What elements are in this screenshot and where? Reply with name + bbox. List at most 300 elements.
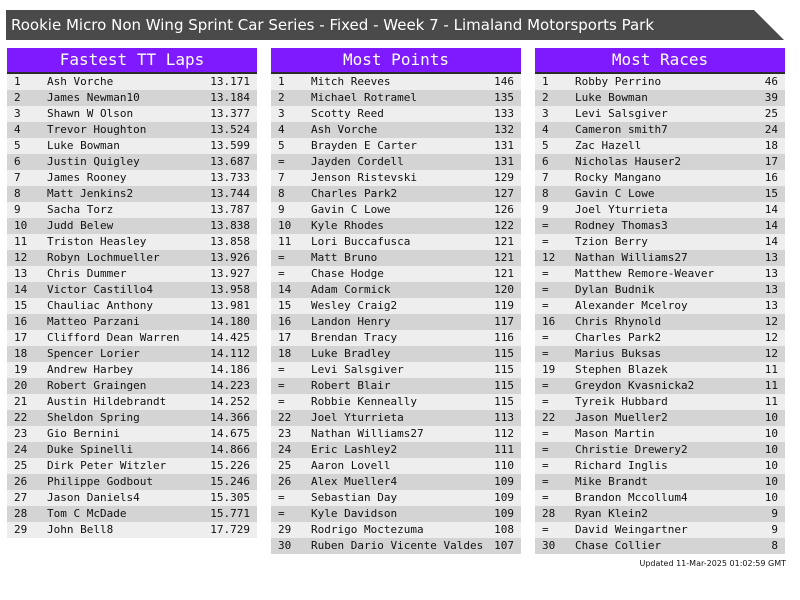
table-row [7,378,257,394]
value-cell: 14.186 [210,363,250,376]
value-cell: 13 [764,299,778,312]
value-cell: 115 [494,379,514,392]
name-cell: Chauliac Anthony [47,299,153,312]
rank-cell: 12 [14,251,28,264]
value-cell: 9 [771,523,778,536]
value-cell: 146 [494,75,514,88]
table-row [535,538,785,554]
name-cell: Matt Jenkins2 [47,187,134,200]
value-cell: 13.981 [210,299,250,312]
rank-cell: 8 [14,187,21,200]
value-cell: 121 [494,235,514,248]
value-cell: 11 [764,363,778,376]
value-cell: 131 [494,155,514,168]
rank-cell: 1 [542,75,549,88]
name-cell: David Weingartner [575,523,688,536]
name-cell: Dylan Budnik [575,283,655,296]
value-cell: 14.223 [210,379,250,392]
name-cell: Nicholas Hauser2 [575,155,681,168]
rank-cell: 30 [278,539,292,552]
table-row [7,250,257,266]
rank-cell: = [278,267,285,280]
table-row [271,522,521,538]
value-cell: 13 [764,283,778,296]
value-cell: 121 [494,251,514,264]
name-cell: Sebastian Day [311,491,398,504]
value-cell: 13.927 [210,267,250,280]
value-cell: 109 [494,507,514,520]
table-row [271,74,521,90]
name-cell: Stephen Blazek [575,363,668,376]
value-cell: 15 [764,187,778,200]
value-cell: 10 [764,411,778,424]
table-row [7,74,257,90]
name-cell: Eric Lashley2 [311,443,398,456]
value-cell: 13.687 [210,155,250,168]
value-cell: 117 [494,315,514,328]
table-row [7,202,257,218]
name-cell: Jason Mueller2 [575,411,668,424]
table-row [271,458,521,474]
rank-cell: = [542,491,549,504]
rank-cell: = [542,267,549,280]
name-cell: Levi Salsgiver [575,107,668,120]
rank-cell: 3 [278,107,285,120]
value-cell: 13.787 [210,203,250,216]
value-cell: 115 [494,347,514,360]
rank-cell: 9 [278,203,285,216]
value-cell: 122 [494,219,514,232]
rank-cell: 7 [542,171,549,184]
table-row [271,442,521,458]
value-cell: 13.171 [210,75,250,88]
table-row [271,154,521,170]
rank-cell: = [278,395,285,408]
table-row [7,298,257,314]
value-cell: 15.246 [210,475,250,488]
table-row [7,362,257,378]
name-cell: Brandon Mccollum4 [575,491,688,504]
value-cell: 14 [764,219,778,232]
most-points-header: Most Points [271,48,521,74]
value-cell: 14.180 [210,315,250,328]
name-cell: Ash Vorche [311,123,378,136]
table-row [535,506,785,522]
value-cell: 129 [494,171,514,184]
fastest-laps-panel [7,48,257,538]
table-row [7,394,257,410]
value-cell: 13.524 [210,123,250,136]
name-cell: Sacha Torz [47,203,114,216]
rank-cell: = [542,299,549,312]
rank-cell: = [542,523,549,536]
value-cell: 110 [494,459,514,472]
name-cell: Aaron Lovell [311,459,391,472]
value-cell: 119 [494,299,514,312]
value-cell: 13.958 [210,283,250,296]
name-cell: Greydon Kvasnicka2 [575,379,695,392]
value-cell: 15.226 [210,459,250,472]
table-row [535,74,785,90]
value-cell: 14.425 [210,331,250,344]
value-cell: 14.675 [210,427,250,440]
rank-cell: = [542,331,549,344]
value-cell: 120 [494,283,514,296]
table-row [271,378,521,394]
name-cell: Robyn Lochmueller [47,251,160,264]
rank-cell: 16 [14,315,28,328]
rank-cell: 28 [14,507,28,520]
rank-cell: 21 [14,395,28,408]
rank-cell: 16 [278,315,292,328]
table-row [7,442,257,458]
rank-cell: = [542,379,549,392]
most-races-list [535,74,785,554]
page-title: Rookie Micro Non Wing Sprint Car Series - Fixed - Week 7 - Limaland Motorsports Park [11,16,655,34]
name-cell: Matteo Parzani [47,315,140,328]
value-cell: 25 [764,107,778,120]
value-cell: 10 [764,491,778,504]
name-cell: Landon Henry [311,315,391,328]
table-row [535,522,785,538]
table-row [7,490,257,506]
rank-cell: 7 [14,171,21,184]
rank-cell: = [278,379,285,392]
name-cell: Rodney Thomas3 [575,219,668,232]
rank-cell: 8 [278,187,285,200]
rank-cell: 14 [278,283,292,296]
table-row [271,122,521,138]
value-cell: 14.112 [210,347,250,360]
value-cell: 126 [494,203,514,216]
name-cell: Mason Martin [575,427,655,440]
table-row [535,490,785,506]
value-cell: 12 [764,347,778,360]
name-cell: Triston Heasley [47,235,147,248]
name-cell: Luke Bowman [575,91,648,104]
name-cell: Kyle Davidson [311,507,398,520]
name-cell: Robert Blair [311,379,391,392]
name-cell: Alexander Mcelroy [575,299,688,312]
rank-cell: = [278,363,285,376]
rank-cell: = [542,475,549,488]
name-cell: Robby Perrino [575,75,662,88]
name-cell: Robbie Kenneally [311,395,417,408]
value-cell: 12 [764,315,778,328]
table-row [535,250,785,266]
rank-cell: 23 [14,427,28,440]
table-row [271,346,521,362]
table-row [7,522,257,538]
name-cell: John Bell8 [47,523,114,536]
name-cell: Jenson Ristevski [311,171,417,184]
table-row [535,426,785,442]
table-row [7,458,257,474]
value-cell: 11 [764,395,778,408]
table-row [7,346,257,362]
rank-cell: 9 [14,203,21,216]
rank-cell: 22 [278,411,292,424]
rank-cell: 2 [278,91,285,104]
name-cell: James Newman10 [47,91,140,104]
name-cell: Ash Vorche [47,75,114,88]
table-row [271,170,521,186]
table-row [7,154,257,170]
table-row [7,266,257,282]
value-cell: 108 [494,523,514,536]
value-cell: 10 [764,459,778,472]
value-cell: 46 [764,75,778,88]
value-cell: 24 [764,123,778,136]
rank-cell: 22 [14,411,28,424]
rank-cell: 13 [14,267,28,280]
table-row [7,234,257,250]
name-cell: James Rooney [47,171,127,184]
table-row [271,106,521,122]
name-cell: Luke Bowman [47,139,120,152]
name-cell: Brendan Tracy [311,331,398,344]
name-cell: Philippe Godbout [47,475,153,488]
table-row [271,330,521,346]
rank-cell: 9 [542,203,549,216]
table-row [535,266,785,282]
rank-cell: 11 [278,235,292,248]
name-cell: Ryan Klein2 [575,507,648,520]
table-row [535,154,785,170]
table-row [7,170,257,186]
name-cell: Cameron smith7 [575,123,668,136]
rank-cell: 2 [542,91,549,104]
rank-cell: 23 [278,427,292,440]
table-row [535,234,785,250]
value-cell: 112 [494,427,514,440]
table-row [271,394,521,410]
table-row [535,346,785,362]
rank-cell: 18 [14,347,28,360]
value-cell: 13.377 [210,107,250,120]
rank-cell: 19 [14,363,28,376]
name-cell: Nathan Williams27 [311,427,424,440]
name-cell: Jayden Cordell [311,155,404,168]
name-cell: Richard Inglis [575,459,668,472]
value-cell: 14.866 [210,443,250,456]
table-row [7,506,257,522]
table-row [535,458,785,474]
updated-timestamp: Updated 11-Mar-2025 01:02:59 GMT [639,559,786,568]
rank-cell: 6 [14,155,21,168]
rank-cell: 24 [278,443,292,456]
value-cell: 13.744 [210,187,250,200]
name-cell: Rocky Mangano [575,171,662,184]
table-row [271,506,521,522]
rank-cell: 29 [14,523,28,536]
most-races-panel [535,48,785,554]
rank-cell: 22 [542,411,556,424]
name-cell: Justin Quigley [47,155,140,168]
name-cell: Andrew Harbey [47,363,134,376]
name-cell: Matt Bruno [311,251,378,264]
table-row [535,410,785,426]
rank-cell: = [278,507,285,520]
value-cell: 13.184 [210,91,250,104]
name-cell: Zac Hazell [575,139,642,152]
name-cell: Luke Bradley [311,347,391,360]
name-cell: Mike Brandt [575,475,648,488]
value-cell: 13 [764,267,778,280]
name-cell: Trevor Houghton [47,123,147,136]
table-row [535,186,785,202]
name-cell: Michael Rotramel [311,91,417,104]
value-cell: 9 [771,507,778,520]
rank-cell: 20 [14,379,28,392]
name-cell: Shawn W Olson [47,107,134,120]
table-row [271,298,521,314]
table-row [7,186,257,202]
value-cell: 132 [494,123,514,136]
rank-cell: = [542,235,549,248]
rank-cell: 25 [278,459,292,472]
value-cell: 115 [494,395,514,408]
name-cell: Chase Collier [575,539,662,552]
name-cell: Ruben Dario Vicente Valdes [311,539,484,552]
rank-cell: 5 [278,139,285,152]
rank-cell: 5 [14,139,21,152]
value-cell: 18 [764,139,778,152]
fastest-laps-header: Fastest TT Laps [7,48,257,74]
name-cell: Charles Park2 [311,187,398,200]
rank-cell: = [542,443,549,456]
rank-cell: = [542,427,549,440]
name-cell: Victor Castillo4 [47,283,153,296]
rank-cell: 10 [278,219,292,232]
value-cell: 115 [494,363,514,376]
rank-cell: 1 [278,75,285,88]
name-cell: Austin Hildebrandt [47,395,167,408]
table-row [7,106,257,122]
table-row [7,122,257,138]
name-cell: Tom C McDade [47,507,127,520]
rank-cell: 26 [14,475,28,488]
rank-cell: 28 [542,507,556,520]
name-cell: Gio Bernini [47,427,120,440]
value-cell: 15.771 [210,507,250,520]
value-cell: 13.858 [210,235,250,248]
table-row [535,394,785,410]
table-row [7,410,257,426]
name-cell: Clifford Dean Warren [47,331,180,344]
table-row [535,330,785,346]
rank-cell: 7 [278,171,285,184]
table-row [271,282,521,298]
fastest-laps-list [7,74,257,538]
name-cell: Gavin C Lowe [575,187,655,200]
table-row [271,218,521,234]
value-cell: 17.729 [210,523,250,536]
table-row [271,186,521,202]
table-row [535,218,785,234]
value-cell: 109 [494,475,514,488]
table-row [271,490,521,506]
rank-cell: 14 [14,283,28,296]
most-points-list [271,74,521,554]
rank-cell: 5 [542,139,549,152]
name-cell: Judd Belew [47,219,114,232]
table-row [7,138,257,154]
rank-cell: 10 [14,219,28,232]
table-row [535,138,785,154]
table-row [271,410,521,426]
name-cell: Adam Cormick [311,283,391,296]
value-cell: 13.926 [210,251,250,264]
value-cell: 14 [764,203,778,216]
rank-cell: = [542,347,549,360]
rank-cell: 26 [278,475,292,488]
value-cell: 111 [494,443,514,456]
table-row [535,170,785,186]
value-cell: 14.252 [210,395,250,408]
table-row [271,362,521,378]
name-cell: Chris Rhynold [575,315,662,328]
table-row [535,298,785,314]
rank-cell: 4 [278,123,285,136]
name-cell: Christie Drewery2 [575,443,688,456]
table-row [271,538,521,554]
name-cell: Tzion Berry [575,235,648,248]
table-row [271,138,521,154]
rank-cell: = [278,251,285,264]
table-row [7,314,257,330]
value-cell: 39 [764,91,778,104]
rank-cell: 4 [542,123,549,136]
value-cell: 131 [494,139,514,152]
table-row [535,442,785,458]
name-cell: Scotty Reed [311,107,384,120]
rank-cell: 12 [542,251,556,264]
table-row [271,90,521,106]
rank-cell: 19 [542,363,556,376]
table-row [271,266,521,282]
rank-cell: = [542,459,549,472]
name-cell: Gavin C Lowe [311,203,391,216]
rank-cell: = [542,283,549,296]
table-row [535,378,785,394]
name-cell: Levi Salsgiver [311,363,404,376]
value-cell: 135 [494,91,514,104]
name-cell: Dirk Peter Witzler [47,459,167,472]
rank-cell: 1 [14,75,21,88]
rank-cell: 3 [542,107,549,120]
name-cell: Jason Daniels4 [47,491,140,504]
name-cell: Robert Graingen [47,379,147,392]
name-cell: Spencer Lorier [47,347,140,360]
value-cell: 109 [494,491,514,504]
most-points-panel [271,48,521,554]
name-cell: Charles Park2 [575,331,662,344]
value-cell: 13.733 [210,171,250,184]
rank-cell: 6 [542,155,549,168]
most-races-header: Most Races [535,48,785,74]
rank-cell: 2 [14,91,21,104]
rank-cell: 17 [278,331,292,344]
rank-cell: 15 [278,299,292,312]
value-cell: 133 [494,107,514,120]
table-row [535,362,785,378]
table-row [7,474,257,490]
table-row [535,106,785,122]
table-row [7,282,257,298]
table-row [271,234,521,250]
name-cell: Mitch Reeves [311,75,391,88]
